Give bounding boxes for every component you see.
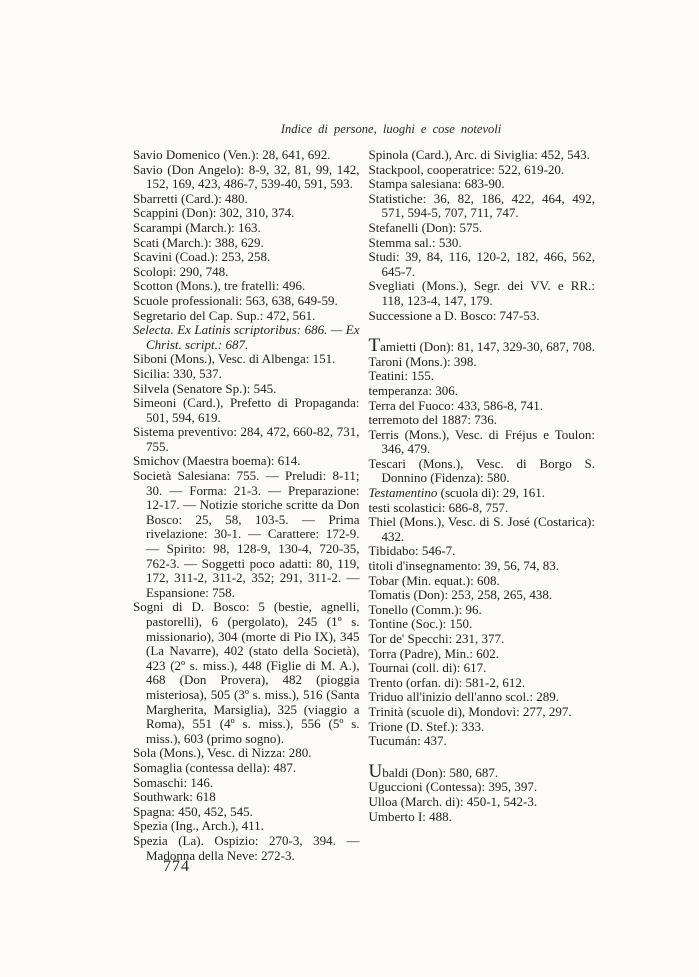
entry-text: Stefanelli (Don): 575. (368, 219, 483, 235)
entry-text: Tomatis (Don): 253, 258, 265, 438. (368, 587, 553, 603)
entry-text: Southwark: 618 (133, 789, 216, 805)
index-entry (369, 603, 596, 618)
entry-text: Umberto I: 488. (368, 808, 452, 824)
index-entry (133, 163, 360, 192)
entry-text: Savio Domenico (Ven.): 28, 641, 692. (133, 147, 331, 162)
index-entry (369, 177, 596, 192)
entry-text: Sogni di D. Bosco: 5 (bestie, agnelli, pastorelli), 6 (pergolato), 245 (1º s. missionario), 304 (morte di Pio IX), 345 (La Navarre), 402 (stato della Società), 423 (2º s. miss.), 448 (Figlie di M. A.), 468 (Don Provera), 482 (pioggia misteriosa), 505 (3º s. miss.), 516 (Santa Margherita, Marsiglia), 325 (viaggio a Roma), 551 (4º s. miss.), 556 (5º s. miss.), 603 (primo sogno). (133, 599, 360, 746)
entry-text: Thiel (Mons.), Vesc. di S. José (Costarica): 432. (368, 514, 595, 544)
entry-text: Trione (D. Stef.): 333. (368, 718, 485, 734)
entry-text: Segretario del Cap. Sup.: 472, 561. (133, 307, 316, 323)
index-entry (369, 192, 596, 221)
entry-text: (scuola di): 29, 161. (437, 485, 545, 501)
index-entry (369, 457, 596, 486)
entry-text: Terris (Mons.), Vesc. di Fréjus e Toulon: 346, 479. (368, 426, 595, 457)
entry-text: Tonello (Comm.): 96. (368, 601, 482, 617)
index-column-left (133, 148, 360, 863)
entry-text: Studi: 39, 84, 116, 120-2, 182, 466, 562, 645-7. (368, 249, 595, 279)
entry-text: terremoto del 1887: 736. (368, 412, 498, 428)
entry-text: Stampa salesiana: 683-90. (368, 176, 505, 192)
index-entry (369, 544, 596, 559)
entry-text: Successione a D. Bosco: 747-53. (368, 307, 540, 323)
entry-text: Tor de' Specchi: 231, 377. (368, 631, 505, 646)
index-entry (369, 720, 596, 735)
index-entry (369, 148, 596, 163)
entry-text: Scotton (Mons.), tre fratelli: 496. (133, 278, 306, 294)
index-entry (369, 486, 596, 501)
entry-text: Testamentino (368, 485, 438, 501)
index-entry (369, 309, 596, 324)
index-entry (133, 396, 360, 425)
entry-text: Spinola (Card.), Arc. di Siviglia: 452, 543. (368, 147, 590, 162)
index-entry (369, 279, 596, 308)
index-entry (369, 236, 596, 251)
index-entry (369, 617, 596, 632)
index-entry (369, 676, 596, 691)
entry-text: Sbarretti (Card.): 480. (133, 190, 248, 206)
index-entry (369, 355, 596, 370)
entry-text: Tucumán: 437. (368, 733, 447, 749)
index-entry (133, 382, 360, 397)
index-entry (133, 425, 360, 454)
entry-text: Sicilia: 330, 537. (133, 365, 222, 381)
index-entry (369, 515, 596, 544)
index-entry (133, 309, 360, 324)
entry-text: Svegliati (Mons.), Segr. dei VV. e RR.: 118, 123-4, 147, 179. (368, 278, 595, 308)
index-columns (133, 148, 595, 863)
index-entry (369, 574, 596, 589)
index-entry (369, 559, 596, 574)
entry-text: Scolopi: 290, 748. (133, 263, 229, 279)
index-entry (133, 323, 360, 352)
index-entry (369, 501, 596, 516)
index-entry (368, 760, 596, 782)
entry-text: Silvela (Senatore Sp.): 545. (133, 380, 277, 396)
entry-text: Selecta. Ex Latinis scriptoribus: 686. — Ex Christ. script.: 687. (133, 322, 360, 352)
index-entry (133, 805, 360, 820)
entry-text: temperanza: 306. (368, 382, 459, 398)
index-entry (369, 705, 596, 720)
entry-text: Torra (Padre), Min.: 602. (368, 645, 500, 661)
index-entry (133, 192, 360, 207)
index-entry (133, 367, 360, 382)
entry-text: Siboni (Mons.), Vesc. di Albenga: 151. (133, 351, 336, 367)
index-entry (133, 294, 360, 309)
index-entry (133, 790, 360, 805)
entry-text: testi scolastici: 686-8, 757. (368, 499, 509, 515)
index-entry (368, 335, 596, 357)
index-entry (369, 780, 596, 795)
section-initial: T (368, 335, 381, 357)
entry-text: Tescari (Mons.), Vesc. di Borgo S. Donnino (Fidenza): 580. (368, 455, 595, 486)
entry-text: Scappini (Don): 302, 310, 374. (133, 205, 295, 221)
running-head: Indice di persone, luoghi e cose notevoli (280, 122, 502, 136)
entry-text: Teatini: 155. (368, 368, 435, 384)
entry-text: Terra del Fuoco: 433, 586-8, 741. (368, 397, 544, 413)
index-entry (133, 352, 360, 367)
entry-text: Tontine (Soc.): 150. (368, 616, 473, 632)
entry-text: Sistema preventivo: 284, 472, 660-82, 731, 755. (133, 424, 360, 454)
entry-text: Spezia (Ing., Arch.), 411. (133, 818, 264, 834)
index-column-right (369, 148, 596, 863)
index-entry (133, 761, 360, 776)
index-entry (369, 369, 596, 384)
section-initial: U (368, 760, 383, 782)
entry-text: Simeoni (Card.), Prefetto di Propaganda: 501, 594, 619. (133, 395, 360, 425)
entry-text: Tournai (coll. di): 617. (368, 660, 487, 676)
index-entry (369, 795, 596, 810)
index-entry (369, 647, 596, 662)
index-entry (133, 746, 360, 761)
entry-text: Spezia (La). Ospizio: 270-3, 394. — Madonna della Neve: 272-3. (133, 832, 360, 863)
index-entry (369, 661, 596, 676)
index-entry (369, 588, 596, 603)
index-entry (133, 776, 360, 791)
entry-text: Somaschi: 146. (133, 774, 214, 790)
entry-text: Savio (Don Angelo): 8-9, 32, 81, 99, 142, 152, 169, 423, 486-7, 539-40, 591, 593. (133, 161, 360, 192)
index-entry (133, 221, 360, 236)
index-entry (369, 632, 596, 647)
entry-text: Scarampi (March.): 163. (133, 219, 261, 235)
index-entry (133, 148, 360, 163)
entry-text: Scuole professionali: 563, 638, 649-59. (133, 292, 338, 308)
index-entry (369, 734, 596, 749)
index-entry (369, 399, 596, 414)
entry-text: baldi (Don): 580, 687. (382, 764, 499, 780)
entry-text: Triduo all'inizio dell'anno scol.: 289. (368, 689, 560, 705)
index-entry (133, 206, 360, 221)
index-entry (369, 810, 596, 825)
index-entry (133, 250, 360, 265)
entry-text: Società Salesiana: 755. — Preludi: 8-11; 30. — Forma: 21-3. — Preparazione: 12-17. — Notizie storiche scritte da Don Bosco: 25, 58, 103-5. — Prima rivelazione: 30-1. — Carattere: 172-9. — Spirito: 98, 128-9, 130-4, 720-35, 762-3. — Soggetti poco adatti: 80, 119, 172, 311-2, 311-2, 352; 291, 311-2. — Espansione: 758. (133, 468, 360, 600)
entry-text: Sola (Mons.), Vesc. di Nizza: 280. (133, 745, 312, 761)
index-entry (369, 413, 596, 428)
entry-text: Scati (March.): 388, 629. (133, 234, 264, 250)
entry-text: Tobar (Min. equat.): 608. (368, 572, 500, 588)
index-entry (133, 600, 360, 746)
index-entry (369, 428, 596, 457)
entry-text: Stemma sal.: 530. (368, 234, 462, 250)
entry-text: Tibidabo: 546-7. (368, 543, 456, 559)
entry-text: amietti (Don): 81, 147, 329-30, 687, 708. (380, 339, 595, 355)
page-number: 774 (163, 858, 190, 875)
entry-text: Uguccioni (Contessa): 395, 397. (368, 779, 538, 795)
entry-text: Trinità (scuole di), Mondovì: 277, 297. (368, 703, 572, 719)
entry-text: Stackpool, cooperatrice: 522, 619-20. (368, 161, 565, 177)
entry-text: Statistiche: 36, 82, 186, 422, 464, 492, 571, 594-5, 707, 711, 747. (368, 190, 595, 221)
entry-text: Somaglia (contessa della): 487. (133, 759, 297, 775)
index-entry (133, 236, 360, 251)
index-entry (369, 221, 596, 236)
entry-text: Taroni (Mons.): 398. (368, 353, 477, 369)
entry-text: titoli d'insegnamento: 39, 56, 74, 83. (368, 558, 559, 574)
index-entry (369, 163, 596, 178)
index-entry (369, 384, 596, 399)
entry-text: Scavini (Coad.): 253, 258. (133, 249, 271, 265)
index-entry (133, 279, 360, 294)
entry-text: Ulloa (March. di): 450-1, 542-3. (368, 793, 538, 809)
index-entry (133, 469, 360, 600)
index-entry (369, 250, 596, 279)
index-entry (369, 690, 596, 705)
index-entry (133, 819, 360, 834)
entry-text: Spagna: 450, 452, 545. (133, 803, 253, 819)
index-entry (133, 454, 360, 469)
entry-text: Smichov (Maestra boema): 614. (133, 453, 301, 469)
index-entry (133, 265, 360, 280)
entry-text: Trento (orfan. di): 581-2, 612. (368, 674, 526, 690)
